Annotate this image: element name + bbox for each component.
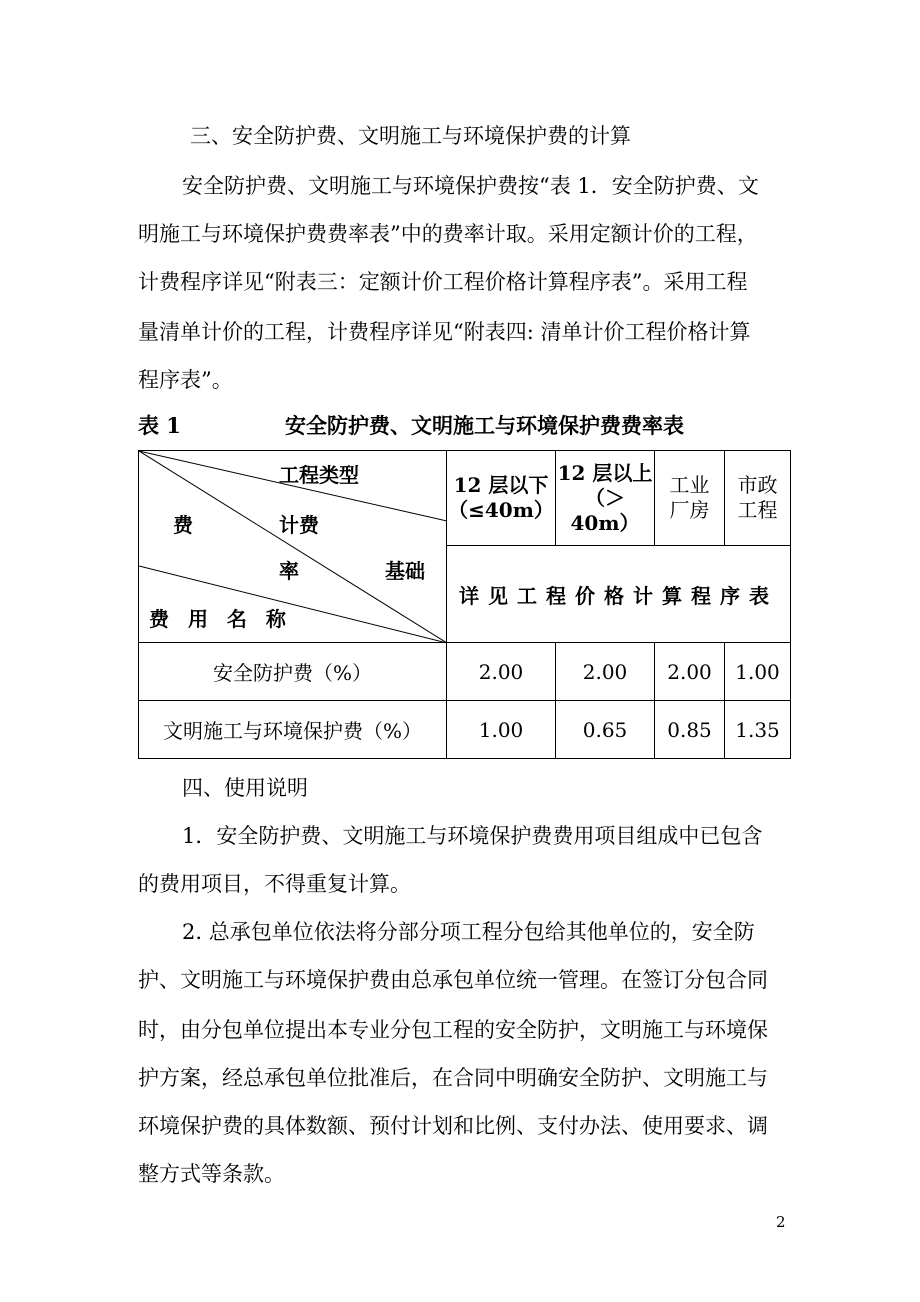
rate-table (138, 450, 791, 759)
rate-value: 1.00 (447, 701, 556, 759)
diagonal-header-cell (139, 451, 447, 643)
section-3-heading: 三、安全防护费、文明施工与环境保护费的计算 (190, 124, 631, 148)
rate-value: 2.00 (556, 643, 655, 701)
column-header: 12 层以下 （≤40m） (447, 451, 556, 546)
para-line: 计费程序详见“附表三：定额计价工程价格计算程序表”。采用工程 (138, 270, 748, 294)
item2-line: 环境保护费的具体数额、预付计划和比例、支付办法、使用要求、调 (138, 1114, 768, 1138)
table-label: 表 1 (138, 413, 181, 438)
item2-line: 护方案，经总承包单位批准后，在合同中明确安全防护、文明施工与 (138, 1066, 768, 1090)
page-number: 2 (776, 1213, 786, 1231)
column-header: 市政 工程 (725, 451, 791, 546)
row-name: 安全防护费（%） (139, 643, 447, 701)
para-line: 安全防护费、文明施工与环境保护费按“表 1．安全防护费、文 (182, 174, 759, 198)
item2-line: 整方式等条款。 (138, 1162, 285, 1186)
column-header: 工业 厂房 (655, 451, 725, 546)
diag-label-fee-name: 费 用 名 称 (149, 607, 292, 631)
row-name: 文明施工与环境保护费（%） (139, 701, 447, 759)
table-row (139, 701, 791, 759)
diag-label-rate: 率 (279, 559, 299, 583)
rate-value: 2.00 (655, 643, 725, 701)
para-line: 明施工与环境保护费费率表”中的费率计取。采用定额计价的工程， (138, 222, 758, 246)
table-row (139, 643, 791, 701)
rate-value: 0.65 (556, 701, 655, 759)
diag-label-calc-fee: 计费 (279, 513, 319, 537)
item2-line: 2. 总承包单位依法将分部分项工程分包给其他单位的，安全防 (182, 920, 755, 944)
section-4-heading: 四、使用说明 (182, 776, 308, 800)
rate-value: 0.85 (655, 701, 725, 759)
diag-label-project-type: 工程类型 (279, 463, 359, 487)
column-header: 12 层以上 （＞40m） (556, 451, 655, 546)
table-title: 安全防护费、文明施工与环境保护费费率表 (285, 413, 684, 438)
item1-line: 的费用项目，不得重复计算。 (138, 872, 411, 896)
diag-label-base: 基础 (385, 559, 425, 583)
item1-line: 1．安全防护费、文明施工与环境保护费费用项目组成中已包含 (182, 824, 763, 848)
rate-value: 1.35 (725, 701, 791, 759)
base-note: 详见工程价格计算程序表 (447, 546, 791, 643)
diag-label-fee: 费 (173, 513, 193, 537)
rate-value: 2.00 (447, 643, 556, 701)
para-line: 程序表”。 (138, 368, 233, 392)
rate-value: 1.00 (725, 643, 791, 701)
item2-line: 时，由分包单位提出本专业分包工程的安全防护，文明施工与环境保 (138, 1018, 768, 1042)
para-line: 量清单计价的工程，计费程序详见“附表四: 清单计价工程价格计算 (138, 320, 751, 344)
item2-line: 护、文明施工与环境保护费由总承包单位统一管理。在签订分包合同 (138, 968, 768, 992)
